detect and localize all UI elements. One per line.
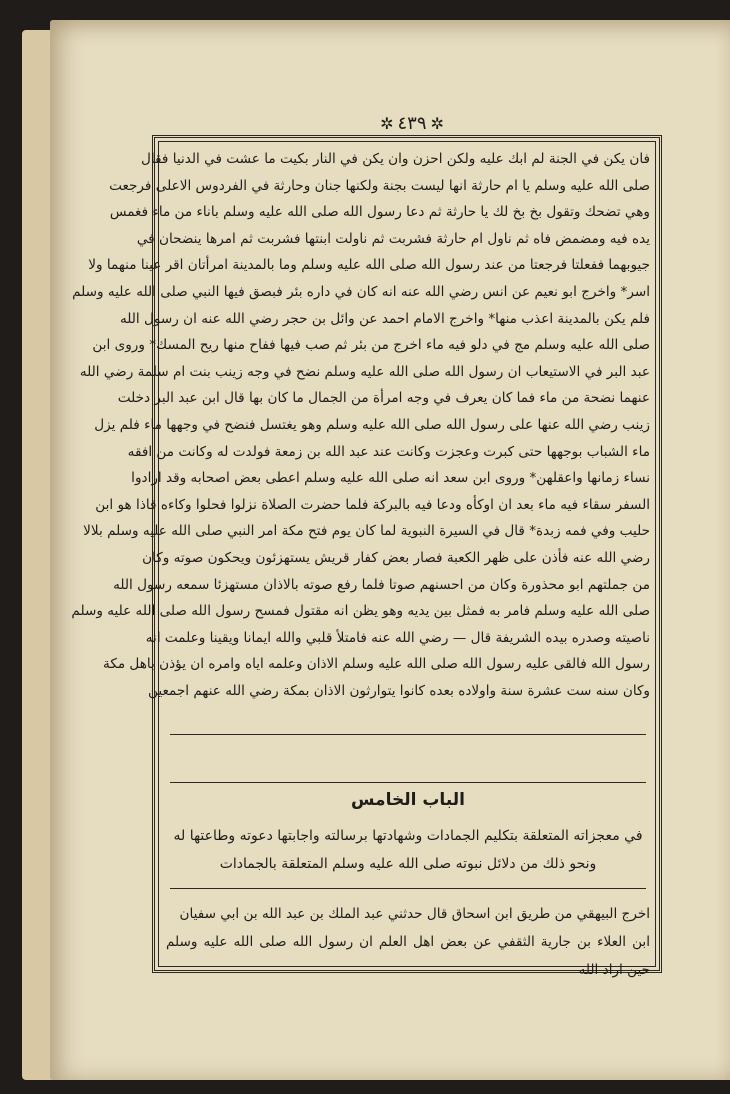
text-line: فلم يكن بالمدينة اعذب منها* واخرج الامام احمد عن وائل بن حجر رضي الله عنه ان رسول الله: [119, 310, 650, 327]
page-number: ٤٣٩: [397, 112, 427, 134]
text-line: جيوبهما ففعلتا فرجعتا من عند رسول الله صلى الله عليه وسلم وما بالمدينة امرأتان اقر عينا منهما ولا: [88, 257, 650, 274]
text-line: ماء الشباب بوجهها حتى كبرت وعجزت وكانت عند عبد الله بن زمعة فولدت له وكانت من افقه: [127, 443, 650, 460]
text-line: ابن العلاء بن جارية الثقفي عن بعض اهل العلم ان رسول الله صلى الله عليه وسلم حين اراد الله: [166, 934, 650, 978]
main-text-block: [71, 146, 650, 704]
text-line: رسول الله فالقى عليه رسول الله صلى الله عليه وسلم الاذان وعلمه اياه وامره ان يؤذن باهل مكة: [103, 656, 650, 673]
page-number-header: [372, 110, 452, 136]
text-line: اخرج البيهقي من طريق ابن اسحاق قال حدثني عبد الملك بن عبد الله بن ابي سفيان: [179, 906, 650, 922]
divider-line: [170, 734, 646, 735]
text-line: عبد البر في الاستيعاب ان رسول الله صلى الله عليه وسلم نضح في وجه زينب بنت ام سلمة رضي الله: [79, 363, 650, 380]
text-line: صلى الله عليه وسلم يا ام حارثة انها ليست بجنة ولكنها جنان وحارثة في الفردوس الاعلى فرجعت: [109, 177, 650, 194]
text-line: حليب وفي فمه زبدة* قال في السيرة النبوية لما كان يوم فتح مكة امر النبي صلى الله عليه وسلم بلالا: [83, 523, 650, 540]
text-line: السفر سقاء فيه ماء بعد ان اوكأه ودعا فيه بالبركة فلما حضرت الصلاة نزلوا فحلوا وكاءه فاذا هو ابن: [95, 496, 650, 513]
ornament-icon: ✲: [430, 113, 444, 133]
text-line: فان يكن في الجنة لم ابك عليه ولكن احزن وان يكن في النار بكيت ما عشت في الدنيا فقال: [141, 151, 650, 167]
text-line: رضي الله عنه فأذن على ظهر الكعبة فصار بعض كفار قريش يستهزئون ويحكون صوته وكان: [142, 549, 650, 566]
text-line: صلى الله عليه وسلم مج في دلو فيه ماء اخرج من بئر ثم صب فيها ففاح منها ريح المسك* وروى ابن: [92, 337, 650, 354]
text-line: نساء زمانها واعقلهن* وروى ابن سعد انه صلى الله عليه وسلم اعطى بعض اصحابه وقد ارادوا: [131, 470, 650, 487]
text-line: وهي تضحك وتقول بخ بخ لك يا حارثة ثم دعا رسول الله صلى الله عليه وسلم باناء من ماء فغمس: [109, 204, 650, 221]
text-line: يده فيه ومضمض فاه ثم ناول ام حارثة فشربت ثم ناولت ابنتها فشربت ثم امرها ينضحان في: [136, 230, 650, 247]
chapter-subtitle-line: ونحو ذلك من دلائل نبوته صلى الله عليه وسلم المتعلقة بالجمادات: [219, 856, 597, 872]
text-line: اسر* واخرج ابو نعيم عن انس رضي الله عنه انه كان في داره بئر فبصق فيها النبي صلى الله عليه وسلم: [72, 283, 650, 300]
chapter-text-block: [166, 900, 650, 984]
text-line: صلى الله عليه وسلم فامر به فمثل بين يديه وهو يظن انه مقتول فمسح رسول الله صلى الله عليه وسلم: [71, 603, 650, 620]
chapter-subtitle-line: في معجزاته المتعلقة بتكليم الجمادات وشهادتها برسالته واجابتها دعوته وطاعتها له: [173, 828, 643, 844]
divider-line: [170, 782, 646, 783]
chapter-subtitle: [166, 822, 650, 878]
text-line: ناصيته وصدره بيده الشريفة قال — رضي الله عنه فامتلأ قلبي والله ايمانا ويقينا وعلمت انه: [145, 629, 650, 646]
text-line: عنهما نضحة من ماء فما كان يعرف في وجه امرأة من الجمال ما كان بها قال ابن عبد البر دخلت: [117, 390, 650, 407]
ornament-icon: ✲: [380, 113, 394, 133]
text-line: زينب رضي الله عنها على رسول الله صلى الله عليه وسلم وهو يغتسل فنضح في وجهها ماء فلم يزل: [94, 416, 650, 433]
chapter-title: الباب الخامس: [351, 790, 465, 810]
text-line: من جملتهم ابو محذورة وكان من احسنهم صوتا فلما رفع صوته بالاذان مستهزئا سمعه رسول الله: [113, 576, 650, 593]
text-line: وكان سنه ست عشرة سنة واولاده بعده كانوا يتوارثون الاذان بمكة رضي الله عنهم اجمعين: [148, 682, 650, 699]
divider-line: [170, 888, 646, 889]
